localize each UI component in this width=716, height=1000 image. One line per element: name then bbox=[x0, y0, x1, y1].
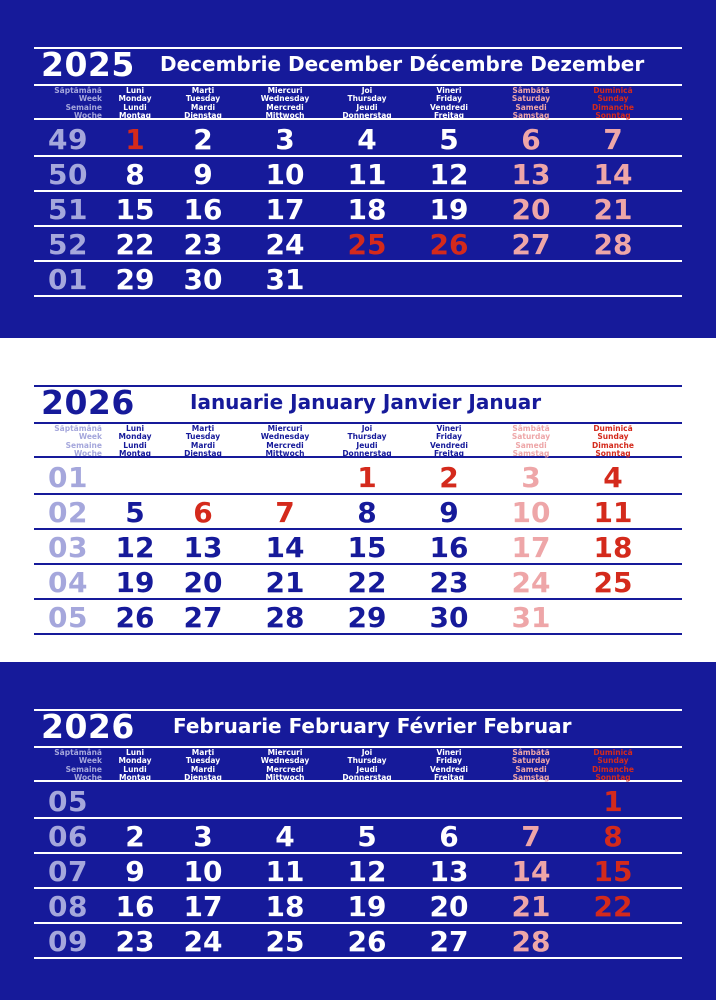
day-header bbox=[488, 425, 574, 458]
day-cell: 23 bbox=[183, 228, 223, 261]
day-header bbox=[488, 87, 574, 120]
day-cell: 31 bbox=[511, 601, 551, 634]
week-number: 03 bbox=[48, 531, 88, 564]
day-cell: 27 bbox=[429, 925, 469, 958]
day-cell: 3 bbox=[275, 123, 295, 156]
day-header-label: Montag bbox=[119, 772, 151, 782]
month-block bbox=[0, 0, 716, 338]
day-header-label: Wednesday bbox=[260, 756, 310, 766]
day-header-label: Mittwoch bbox=[265, 110, 305, 120]
day-header bbox=[406, 425, 492, 458]
day-cell: 13 bbox=[511, 158, 551, 191]
week-row bbox=[34, 228, 682, 262]
day-header-label: Wednesday bbox=[260, 432, 310, 442]
day-cell: 11 bbox=[593, 496, 633, 529]
day-header bbox=[160, 87, 246, 120]
day-cell: 24 bbox=[511, 566, 551, 599]
day-header-label: Sâmbătă bbox=[512, 424, 550, 433]
day-header-label: Luni bbox=[125, 748, 145, 757]
day-cell: 18 bbox=[593, 531, 633, 564]
day-header bbox=[570, 749, 656, 782]
week-number: 49 bbox=[48, 123, 88, 156]
day-cell: 18 bbox=[347, 193, 387, 226]
day-cell: 28 bbox=[265, 601, 305, 634]
month-grid bbox=[34, 0, 682, 338]
day-cell: 17 bbox=[511, 531, 551, 564]
day-cell: 26 bbox=[115, 601, 155, 634]
day-cell: 14 bbox=[265, 531, 305, 564]
year-label: 2026 bbox=[41, 383, 135, 422]
day-header-label: Saturday bbox=[511, 432, 551, 442]
day-header bbox=[324, 87, 410, 120]
day-cell: 28 bbox=[511, 925, 551, 958]
day-cell: 29 bbox=[115, 263, 155, 296]
day-cell: 25 bbox=[265, 925, 305, 958]
day-header-label: Tuesday bbox=[185, 756, 221, 766]
day-cell: 19 bbox=[347, 890, 387, 923]
day-header-label: Dienstag bbox=[184, 110, 222, 120]
day-header-label: Vineri bbox=[436, 748, 462, 757]
day-header-label: Marți bbox=[191, 748, 215, 757]
day-header bbox=[324, 425, 410, 458]
day-header-label: Lundi bbox=[123, 764, 147, 774]
day-cell: 26 bbox=[429, 228, 469, 261]
day-cell: 3 bbox=[521, 461, 541, 494]
day-cell: 27 bbox=[511, 228, 551, 261]
day-header-label: Freitag bbox=[433, 448, 464, 458]
week-row bbox=[34, 158, 682, 192]
day-header bbox=[406, 87, 492, 120]
day-header-label: Luni bbox=[125, 424, 145, 433]
day-cell: 2 bbox=[439, 461, 459, 494]
day-cell: 14 bbox=[511, 855, 551, 888]
week-number: 06 bbox=[48, 820, 88, 853]
year-label: 2025 bbox=[41, 45, 135, 84]
day-cell: 20 bbox=[429, 890, 469, 923]
day-cell: 15 bbox=[115, 193, 155, 226]
day-cell: 31 bbox=[265, 263, 305, 296]
day-cell: 30 bbox=[183, 263, 223, 296]
week-number: 02 bbox=[48, 496, 88, 529]
day-cell: 8 bbox=[603, 820, 623, 853]
day-header-label: Jeudi bbox=[356, 440, 378, 450]
day-cell: 1 bbox=[603, 785, 623, 818]
day-cell: 7 bbox=[603, 123, 623, 156]
day-header-label: Freitag bbox=[433, 772, 464, 782]
month-title: Decembrie December Décembre Dezember bbox=[160, 52, 645, 76]
day-cell: 21 bbox=[593, 193, 633, 226]
week-number: 07 bbox=[48, 855, 88, 888]
day-cell: 17 bbox=[183, 890, 223, 923]
day-cell: 23 bbox=[115, 925, 155, 958]
day-header bbox=[242, 425, 328, 458]
day-header-label: Dienstag bbox=[184, 772, 222, 782]
day-header-label: Samstag bbox=[512, 448, 550, 458]
day-header-label: Luni bbox=[125, 86, 145, 95]
day-header-label: Mittwoch bbox=[265, 448, 305, 458]
day-header-label: Monday bbox=[118, 94, 152, 104]
week-number: 05 bbox=[48, 785, 88, 818]
day-cell: 2 bbox=[193, 123, 213, 156]
day-header bbox=[160, 425, 246, 458]
day-header-label: Sunday bbox=[597, 94, 629, 104]
week-header-label: Semaine bbox=[65, 102, 102, 112]
week-row bbox=[34, 496, 682, 530]
day-header-label: Vendredi bbox=[430, 102, 468, 112]
week-number: 05 bbox=[48, 601, 88, 634]
day-header-label: Joi bbox=[361, 748, 373, 757]
day-cell: 10 bbox=[183, 855, 223, 888]
day-cell: 13 bbox=[183, 531, 223, 564]
day-header-label: Vineri bbox=[436, 424, 462, 433]
day-header-label: Miercuri bbox=[267, 86, 303, 95]
day-header-label: Lundi bbox=[123, 102, 147, 112]
day-cell: 8 bbox=[125, 158, 145, 191]
day-header-label: Monday bbox=[118, 432, 152, 442]
week-row bbox=[34, 566, 682, 600]
day-cell: 12 bbox=[429, 158, 469, 191]
day-header-label: Lundi bbox=[123, 440, 147, 450]
day-cell: 4 bbox=[603, 461, 623, 494]
day-cell: 25 bbox=[347, 228, 387, 261]
day-cell: 9 bbox=[125, 855, 145, 888]
day-header-label: Jeudi bbox=[356, 764, 378, 774]
week-row bbox=[34, 855, 682, 889]
day-header-label: Marți bbox=[191, 424, 215, 433]
day-header bbox=[488, 749, 574, 782]
day-header-label: Sonntag bbox=[595, 772, 631, 782]
day-cell: 7 bbox=[275, 496, 295, 529]
day-header-label: Miercuri bbox=[267, 748, 303, 757]
day-cell: 15 bbox=[593, 855, 633, 888]
week-header-label: Woche bbox=[73, 110, 102, 120]
day-header-label: Samedi bbox=[515, 764, 547, 774]
day-header-label: Sunday bbox=[597, 756, 629, 766]
week-number: 08 bbox=[48, 890, 88, 923]
week-header-label: Săptămână bbox=[54, 424, 102, 433]
day-cell: 17 bbox=[265, 193, 305, 226]
day-header-label: Tuesday bbox=[185, 432, 221, 442]
day-cell: 4 bbox=[357, 123, 377, 156]
day-header-label: Wednesday bbox=[260, 94, 310, 104]
month-grid bbox=[34, 338, 682, 676]
day-cell: 22 bbox=[115, 228, 155, 261]
day-cell: 9 bbox=[439, 496, 459, 529]
week-header-label: Week bbox=[78, 756, 102, 766]
day-cell: 7 bbox=[521, 820, 541, 853]
day-cell: 20 bbox=[511, 193, 551, 226]
day-cell: 16 bbox=[183, 193, 223, 226]
day-cell: 4 bbox=[275, 820, 295, 853]
day-header-label: Sonntag bbox=[595, 448, 631, 458]
week-header-label: Semaine bbox=[65, 764, 102, 774]
day-cell: 18 bbox=[265, 890, 305, 923]
day-cell: 11 bbox=[265, 855, 305, 888]
day-header-label: Samedi bbox=[515, 102, 547, 112]
day-cell: 26 bbox=[347, 925, 387, 958]
day-header-label: Sunday bbox=[597, 432, 629, 442]
day-cell: 30 bbox=[429, 601, 469, 634]
day-cell: 12 bbox=[115, 531, 155, 564]
day-cell: 14 bbox=[593, 158, 633, 191]
day-cell: 6 bbox=[521, 123, 541, 156]
day-header-label: Dimanche bbox=[592, 440, 634, 450]
day-cell: 19 bbox=[429, 193, 469, 226]
day-cell: 10 bbox=[265, 158, 305, 191]
day-cell: 6 bbox=[439, 820, 459, 853]
day-header-label: Thursday bbox=[347, 94, 387, 104]
day-cell: 19 bbox=[115, 566, 155, 599]
day-header-label: Montag bbox=[119, 448, 151, 458]
day-header-label: Dienstag bbox=[184, 448, 222, 458]
day-cell: 1 bbox=[125, 123, 145, 156]
day-header-label: Vendredi bbox=[430, 440, 468, 450]
week-row bbox=[34, 263, 682, 297]
day-cell: 25 bbox=[593, 566, 633, 599]
day-cell: 6 bbox=[193, 496, 213, 529]
week-row bbox=[34, 531, 682, 565]
week-header-label: Săptămână bbox=[54, 748, 102, 757]
day-cell: 27 bbox=[183, 601, 223, 634]
day-header-label: Friday bbox=[435, 94, 462, 104]
week-header-label: Semaine bbox=[65, 440, 102, 450]
day-header-label: Mardi bbox=[190, 102, 216, 112]
day-header-label: Vendredi bbox=[430, 764, 468, 774]
day-cell: 21 bbox=[511, 890, 551, 923]
day-header-label: Thursday bbox=[347, 432, 387, 442]
day-header-label: Donnerstag bbox=[342, 448, 392, 458]
week-number: 50 bbox=[48, 158, 88, 191]
month-title: Februarie February Février Februar bbox=[173, 714, 572, 738]
day-header-label: Joi bbox=[361, 86, 373, 95]
day-header-label: Dimanche bbox=[592, 102, 634, 112]
day-header-label: Thursday bbox=[347, 756, 387, 766]
week-header-label: Woche bbox=[73, 448, 102, 458]
day-header-label: Sâmbătă bbox=[512, 748, 550, 757]
month-block bbox=[0, 338, 716, 676]
day-header-label: Samstag bbox=[512, 110, 550, 120]
week-row bbox=[34, 785, 682, 819]
day-cell: 13 bbox=[429, 855, 469, 888]
week-row bbox=[34, 123, 682, 157]
day-cell: 28 bbox=[593, 228, 633, 261]
day-cell: 8 bbox=[357, 496, 377, 529]
year-label: 2026 bbox=[41, 707, 135, 746]
day-header-label: Mercredi bbox=[266, 440, 304, 450]
day-header bbox=[160, 749, 246, 782]
week-row bbox=[34, 890, 682, 924]
week-row bbox=[34, 461, 682, 495]
day-header-label: Saturday bbox=[511, 94, 551, 104]
day-header bbox=[570, 87, 656, 120]
day-header-label: Mittwoch bbox=[265, 772, 305, 782]
month-title: Ianuarie January Janvier Januar bbox=[190, 390, 542, 414]
day-cell: 2 bbox=[125, 820, 145, 853]
week-header-label: Week bbox=[78, 432, 102, 442]
day-cell: 22 bbox=[347, 566, 387, 599]
day-cell: 3 bbox=[193, 820, 213, 853]
day-header-label: Samstag bbox=[512, 772, 550, 782]
day-header bbox=[406, 749, 492, 782]
day-cell: 16 bbox=[115, 890, 155, 923]
day-header-label: Duminică bbox=[593, 86, 633, 95]
day-cell: 24 bbox=[183, 925, 223, 958]
day-header-label: Friday bbox=[435, 432, 462, 442]
day-header bbox=[570, 425, 656, 458]
day-cell: 1 bbox=[357, 461, 377, 494]
day-cell: 5 bbox=[125, 496, 145, 529]
day-cell: 5 bbox=[357, 820, 377, 853]
day-header bbox=[242, 87, 328, 120]
day-header-label: Mercredi bbox=[266, 764, 304, 774]
day-cell: 24 bbox=[265, 228, 305, 261]
day-cell: 12 bbox=[347, 855, 387, 888]
day-header-label: Marți bbox=[191, 86, 215, 95]
day-header-label: Sâmbătă bbox=[512, 86, 550, 95]
day-header-label: Monday bbox=[118, 756, 152, 766]
day-cell: 10 bbox=[511, 496, 551, 529]
day-header-label: Mardi bbox=[190, 764, 216, 774]
day-header-label: Mardi bbox=[190, 440, 216, 450]
day-header-label: Saturday bbox=[511, 756, 551, 766]
day-cell: 22 bbox=[593, 890, 633, 923]
week-row bbox=[34, 820, 682, 854]
week-number: 01 bbox=[48, 461, 88, 494]
day-cell: 16 bbox=[429, 531, 469, 564]
day-header-label: Friday bbox=[435, 756, 462, 766]
day-header-label: Miercuri bbox=[267, 424, 303, 433]
day-header-label: Duminică bbox=[593, 424, 633, 433]
day-cell: 11 bbox=[347, 158, 387, 191]
day-header-label: Montag bbox=[119, 110, 151, 120]
day-cell: 20 bbox=[183, 566, 223, 599]
week-row bbox=[34, 193, 682, 227]
day-header-label: Tuesday bbox=[185, 94, 221, 104]
month-block bbox=[0, 662, 716, 1000]
day-cell: 23 bbox=[429, 566, 469, 599]
day-header bbox=[324, 749, 410, 782]
month-grid bbox=[34, 662, 682, 1000]
day-header-label: Samedi bbox=[515, 440, 547, 450]
day-header-label: Dimanche bbox=[592, 764, 634, 774]
day-header-label: Duminică bbox=[593, 748, 633, 757]
day-header-label: Joi bbox=[361, 424, 373, 433]
week-row bbox=[34, 601, 682, 635]
day-header-label: Freitag bbox=[433, 110, 464, 120]
week-number: 01 bbox=[48, 263, 88, 296]
week-number: 04 bbox=[48, 566, 88, 599]
day-header-label: Sonntag bbox=[595, 110, 631, 120]
week-number: 09 bbox=[48, 925, 88, 958]
day-cell: 15 bbox=[347, 531, 387, 564]
week-number: 52 bbox=[48, 228, 88, 261]
day-header-label: Donnerstag bbox=[342, 110, 392, 120]
day-header-label: Mercredi bbox=[266, 102, 304, 112]
day-header bbox=[242, 749, 328, 782]
day-cell: 5 bbox=[439, 123, 459, 156]
week-number: 51 bbox=[48, 193, 88, 226]
week-header-label: Woche bbox=[73, 772, 102, 782]
week-header-label: Week bbox=[78, 94, 102, 104]
week-header-label: Săptămână bbox=[54, 86, 102, 95]
day-header-label: Jeudi bbox=[356, 102, 378, 112]
week-row bbox=[34, 925, 682, 959]
day-cell: 29 bbox=[347, 601, 387, 634]
day-header-label: Vineri bbox=[436, 86, 462, 95]
day-header-label: Donnerstag bbox=[342, 772, 392, 782]
day-cell: 9 bbox=[193, 158, 213, 191]
day-cell: 21 bbox=[265, 566, 305, 599]
